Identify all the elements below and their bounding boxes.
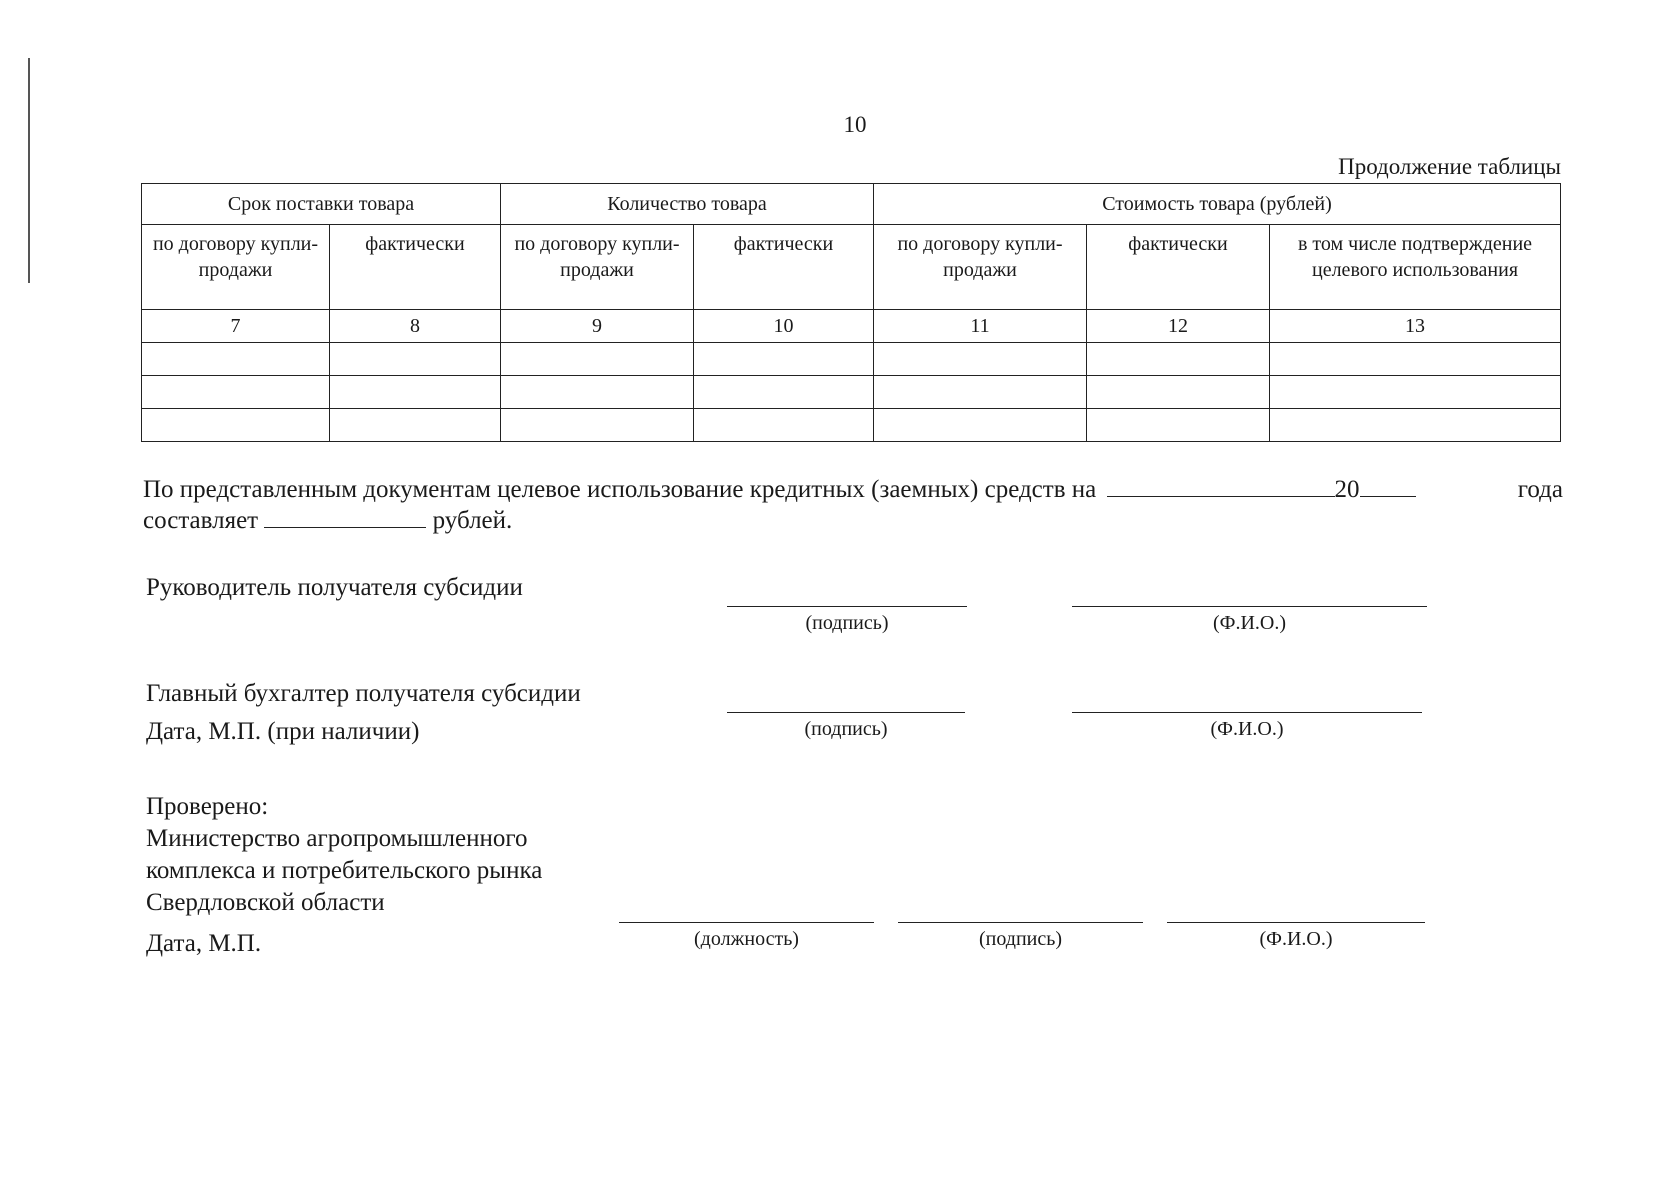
table-cell xyxy=(1270,376,1561,409)
position-caption: (должность) xyxy=(694,928,799,950)
head-name-caption: (Ф.И.О.) xyxy=(1212,612,1286,634)
page-number: 10 xyxy=(843,112,867,137)
org-line-3: Свердловской области xyxy=(146,889,385,916)
head-name-line xyxy=(1072,606,1427,607)
org-line-2: комплекса и потребительского рынка xyxy=(146,857,543,884)
year-prefix: 20 xyxy=(1334,476,1360,503)
column-number: 13 xyxy=(1270,310,1561,343)
column-number: 7 xyxy=(142,310,330,343)
group-header-quantity: Количество товара xyxy=(501,184,874,225)
position-line xyxy=(619,922,874,923)
subheader-cell: по договору купли-продажи xyxy=(142,225,330,310)
year-suffix: года xyxy=(1517,476,1563,503)
table-cell xyxy=(874,409,1087,442)
table-cell xyxy=(142,409,330,442)
column-number: 9 xyxy=(501,310,694,343)
year-blank xyxy=(1360,474,1416,497)
group-header-cost: Стоимость товара (рублей) xyxy=(874,184,1561,225)
table-cell xyxy=(1270,343,1561,376)
verified-label: Проверено: xyxy=(146,793,269,820)
accountant-role-label: Главный бухгалтер получателя субсидии xyxy=(146,680,581,707)
org-line-1: Министерство агропромышленного xyxy=(146,825,528,852)
table-cell xyxy=(694,376,874,409)
table-cell xyxy=(142,376,330,409)
accountant-date-label: Дата, М.П. (при наличии) xyxy=(146,718,420,745)
column-number: 8 xyxy=(330,310,501,343)
head-signature-caption: (подпись) xyxy=(805,612,889,634)
table-group-header-row xyxy=(142,184,1561,225)
column-number: 12 xyxy=(1087,310,1270,343)
head-signature-line xyxy=(727,606,967,607)
table-cell xyxy=(501,343,694,376)
accountant-signature-line xyxy=(727,712,965,713)
table-row xyxy=(142,376,1561,409)
statement-line-2 xyxy=(143,505,1563,536)
verified-signature-line xyxy=(898,922,1143,923)
column-number-row xyxy=(142,310,1561,343)
table-subheader-row xyxy=(142,225,1561,310)
column-number: 11 xyxy=(874,310,1087,343)
margin-line xyxy=(28,58,30,283)
table-cell xyxy=(330,376,501,409)
table-cell xyxy=(1087,343,1270,376)
table-row xyxy=(142,343,1561,376)
currency-label: рублей. xyxy=(432,507,513,534)
table-cell xyxy=(1087,376,1270,409)
table-cell xyxy=(1270,409,1561,442)
table-cell xyxy=(501,376,694,409)
subheader-cell: по договору купли-продажи xyxy=(874,225,1087,310)
group-header-delivery: Срок поставки товара xyxy=(142,184,501,225)
table-cell xyxy=(1087,409,1270,442)
accountant-name-caption: (Ф.И.О.) xyxy=(1210,718,1284,740)
verified-date-label: Дата, М.П. xyxy=(146,930,262,957)
table-cell xyxy=(874,376,1087,409)
subheader-cell: фактически xyxy=(1087,225,1270,310)
table-row xyxy=(142,409,1561,442)
accountant-name-line xyxy=(1072,712,1422,713)
subheader-cell: по договору купли-продажи xyxy=(501,225,694,310)
table-cell xyxy=(694,409,874,442)
goods-table xyxy=(141,183,1561,442)
column-number: 10 xyxy=(694,310,874,343)
subheader-cell: фактически xyxy=(694,225,874,310)
subheader-cell: в том числе подтверждение целевого использования xyxy=(1270,225,1561,310)
head-role-label: Руководитель получателя субсидии xyxy=(146,574,523,601)
statement-line-1 xyxy=(143,474,1563,505)
amount-blank xyxy=(264,505,426,528)
table-cell xyxy=(874,343,1087,376)
continuation-label: Продолжение таблицы xyxy=(1338,154,1561,179)
statement-text: По представленным документам целевое использование кредитных (заемных) средств на xyxy=(143,476,1097,503)
verified-signature-caption: (подпись) xyxy=(978,928,1063,950)
verified-name-caption: (Ф.И.О.) xyxy=(1259,928,1333,950)
statement-paragraph xyxy=(143,474,1563,536)
table-cell xyxy=(330,343,501,376)
date-blank xyxy=(1107,474,1335,497)
accountant-signature-caption: (подпись) xyxy=(804,718,888,740)
table-cell xyxy=(330,409,501,442)
table-cell xyxy=(694,343,874,376)
table-cell xyxy=(142,343,330,376)
verified-name-line xyxy=(1167,922,1425,923)
subheader-cell: фактически xyxy=(330,225,501,310)
statement-text-2: составляет xyxy=(143,507,259,534)
table-cell xyxy=(501,409,694,442)
